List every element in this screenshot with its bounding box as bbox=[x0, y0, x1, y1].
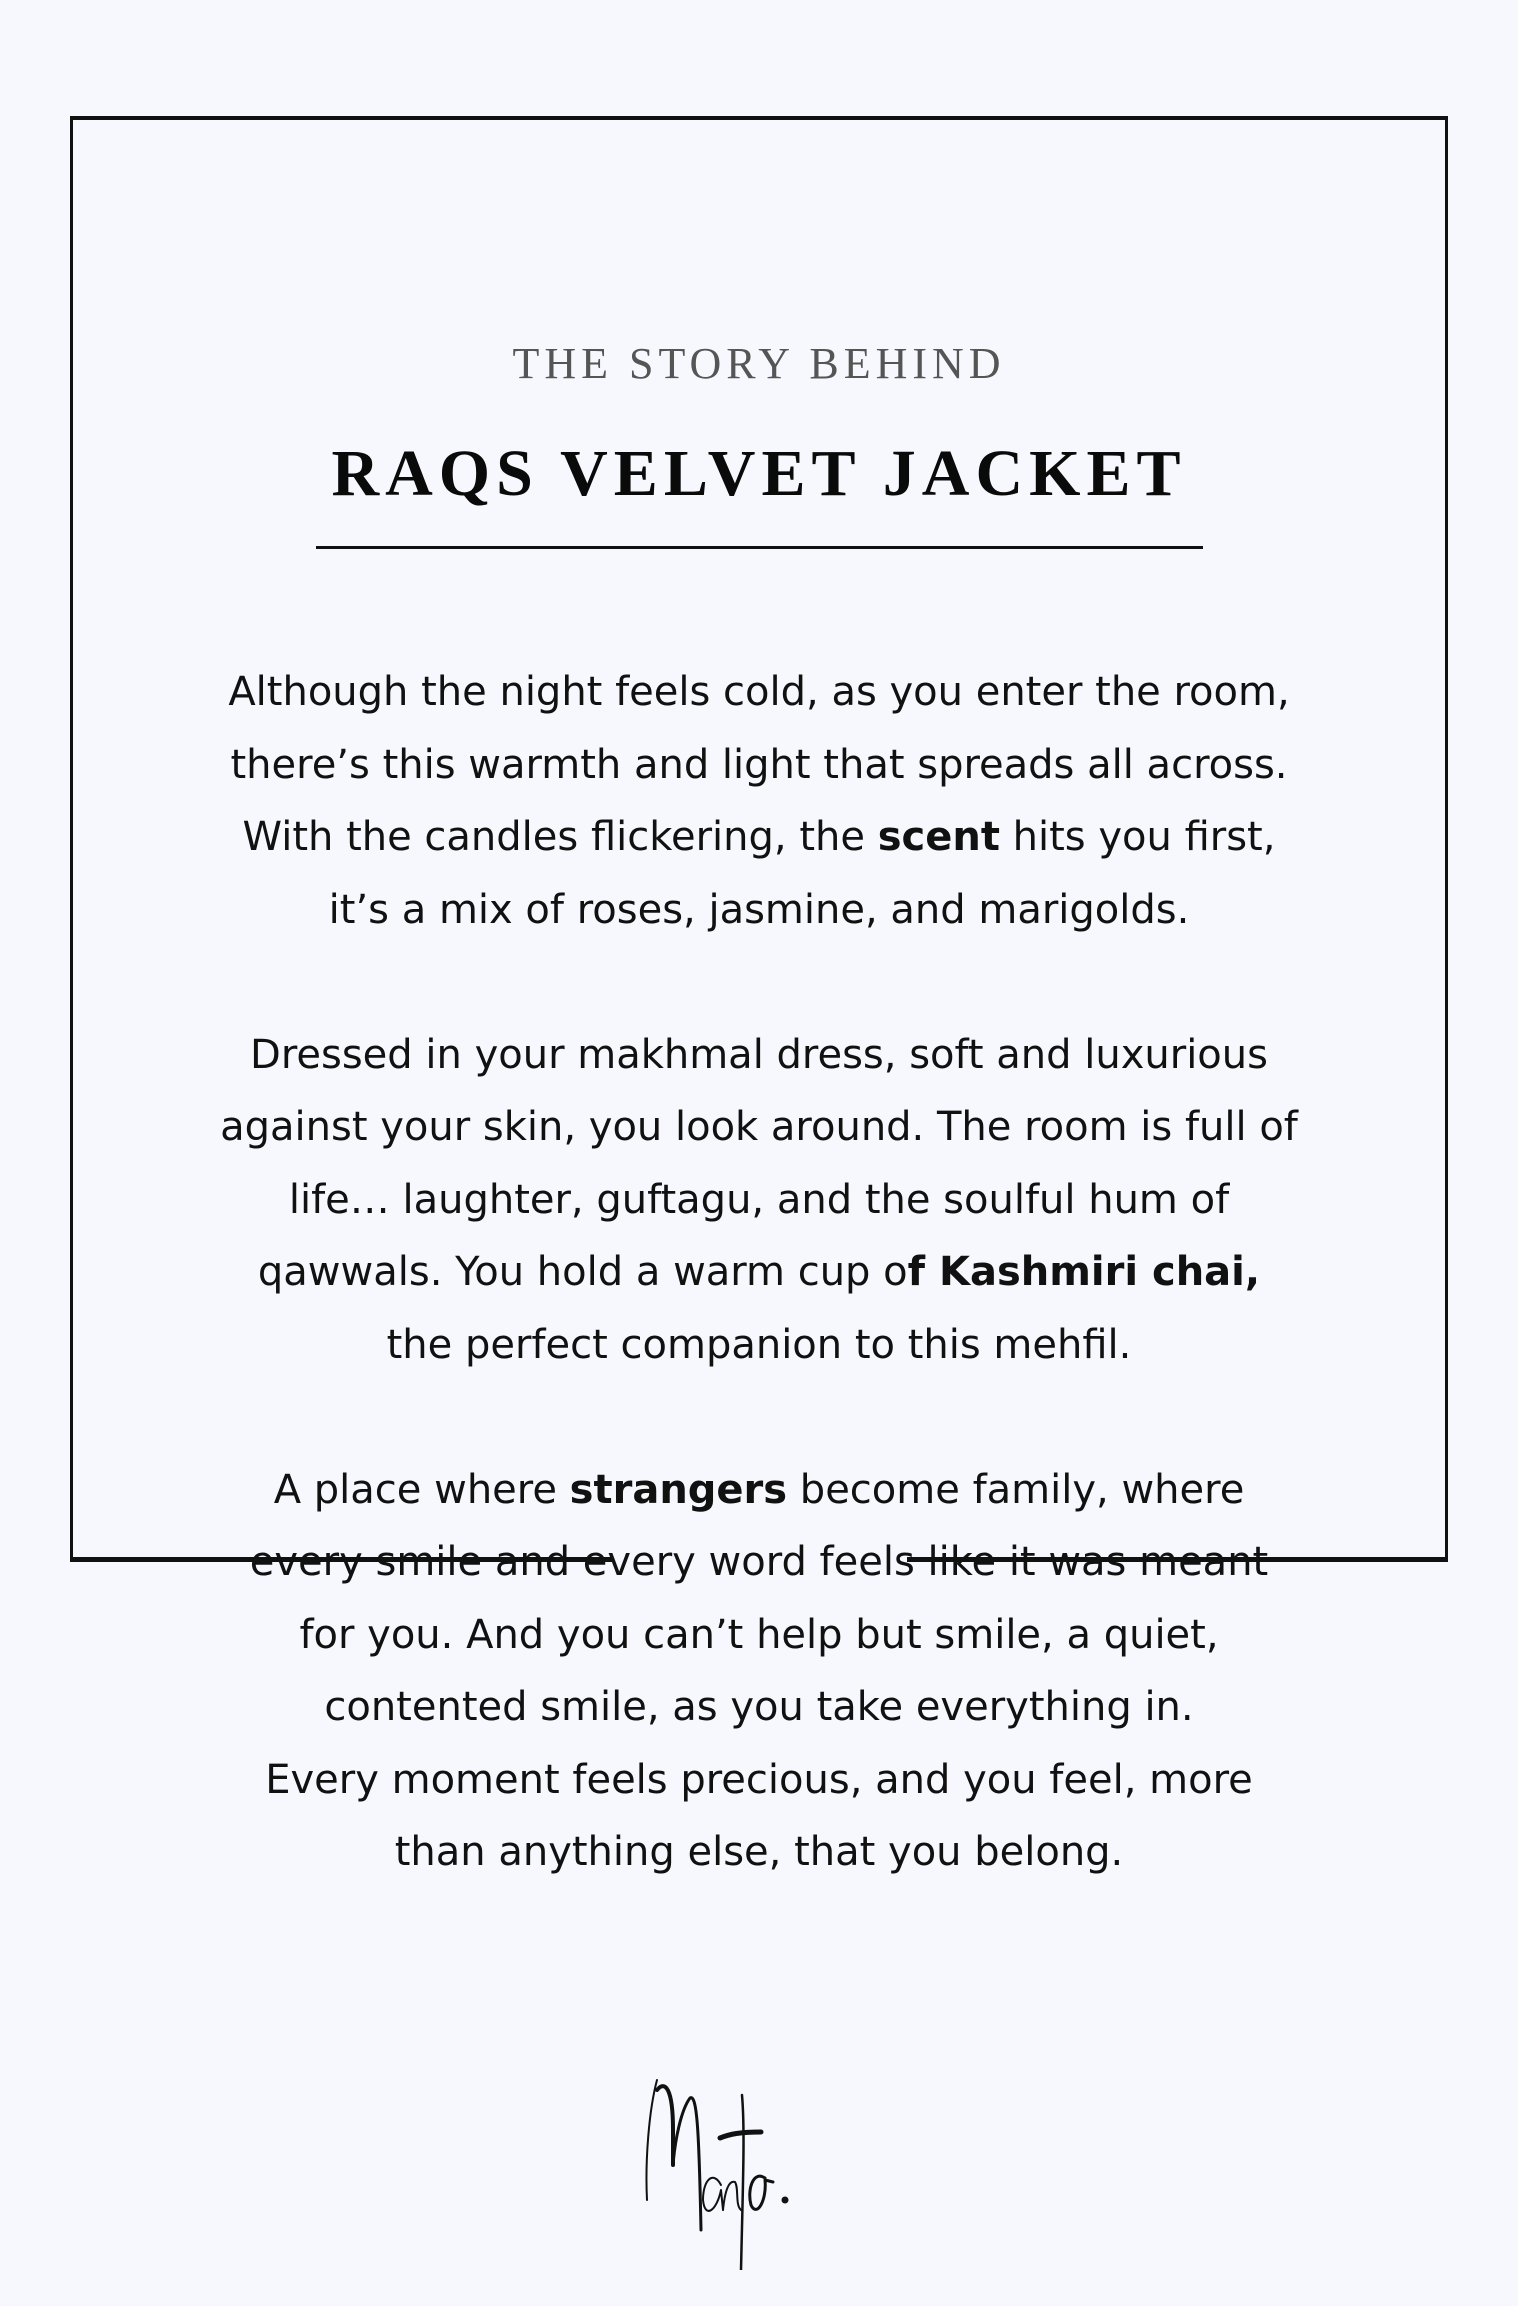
eyebrow-heading: THE STORY BEHIND bbox=[512, 339, 1006, 388]
story-line: life… laughter, guftagu, and the soulful hum of bbox=[288, 1176, 1230, 1223]
story-line: qawwals. You hold a warm cup o bbox=[257, 1249, 908, 1295]
emphasis-strangers: strangers bbox=[569, 1466, 788, 1513]
story-line-tail: hits you first, bbox=[999, 814, 1276, 860]
story-line: Every moment feels precious, and you feel, more bbox=[265, 1756, 1253, 1803]
story-line: contented smile, as you take everything in. bbox=[324, 1684, 1194, 1730]
story-line: Although the night feels cold, as you enter the room, bbox=[228, 669, 1290, 715]
title-underline bbox=[316, 546, 1203, 549]
story-line: With the candles flickering, the bbox=[242, 814, 878, 860]
page-title: RAQS VELVET JACKET bbox=[331, 437, 1187, 510]
story-body bbox=[150, 656, 1368, 1889]
story-line: the perfect companion to this mehfil. bbox=[386, 1321, 1132, 1368]
story-line-tail: become family, where bbox=[787, 1466, 1245, 1513]
story-line: against your skin, you look around. The room is full of bbox=[220, 1104, 1298, 1150]
story-paragraph-1 bbox=[150, 656, 1368, 946]
story-line: for you. And you can’t help but smile, a quiet, bbox=[299, 1611, 1219, 1658]
story-line: it’s a mix of roses, jasmine, and marigolds. bbox=[328, 886, 1190, 933]
story-paragraph-3 bbox=[150, 1454, 1368, 1889]
story-line: than anything else, that you belong. bbox=[394, 1829, 1124, 1875]
story-paragraph-2 bbox=[150, 1019, 1368, 1382]
story-line: there’s this warmth and light that spreads all across. bbox=[230, 741, 1288, 788]
emphasis-kashmiri-chai: f Kashmiri chai, bbox=[907, 1249, 1261, 1295]
story-line: every smile and every word feels like it was meant bbox=[249, 1539, 1269, 1585]
emphasis-scent: scent bbox=[877, 814, 1000, 860]
story-line: Dressed in your makhmal dress, soft and luxurious bbox=[250, 1031, 1268, 1078]
manto-signature-logo bbox=[625, 2070, 925, 2270]
story-line: A place where bbox=[273, 1466, 570, 1513]
